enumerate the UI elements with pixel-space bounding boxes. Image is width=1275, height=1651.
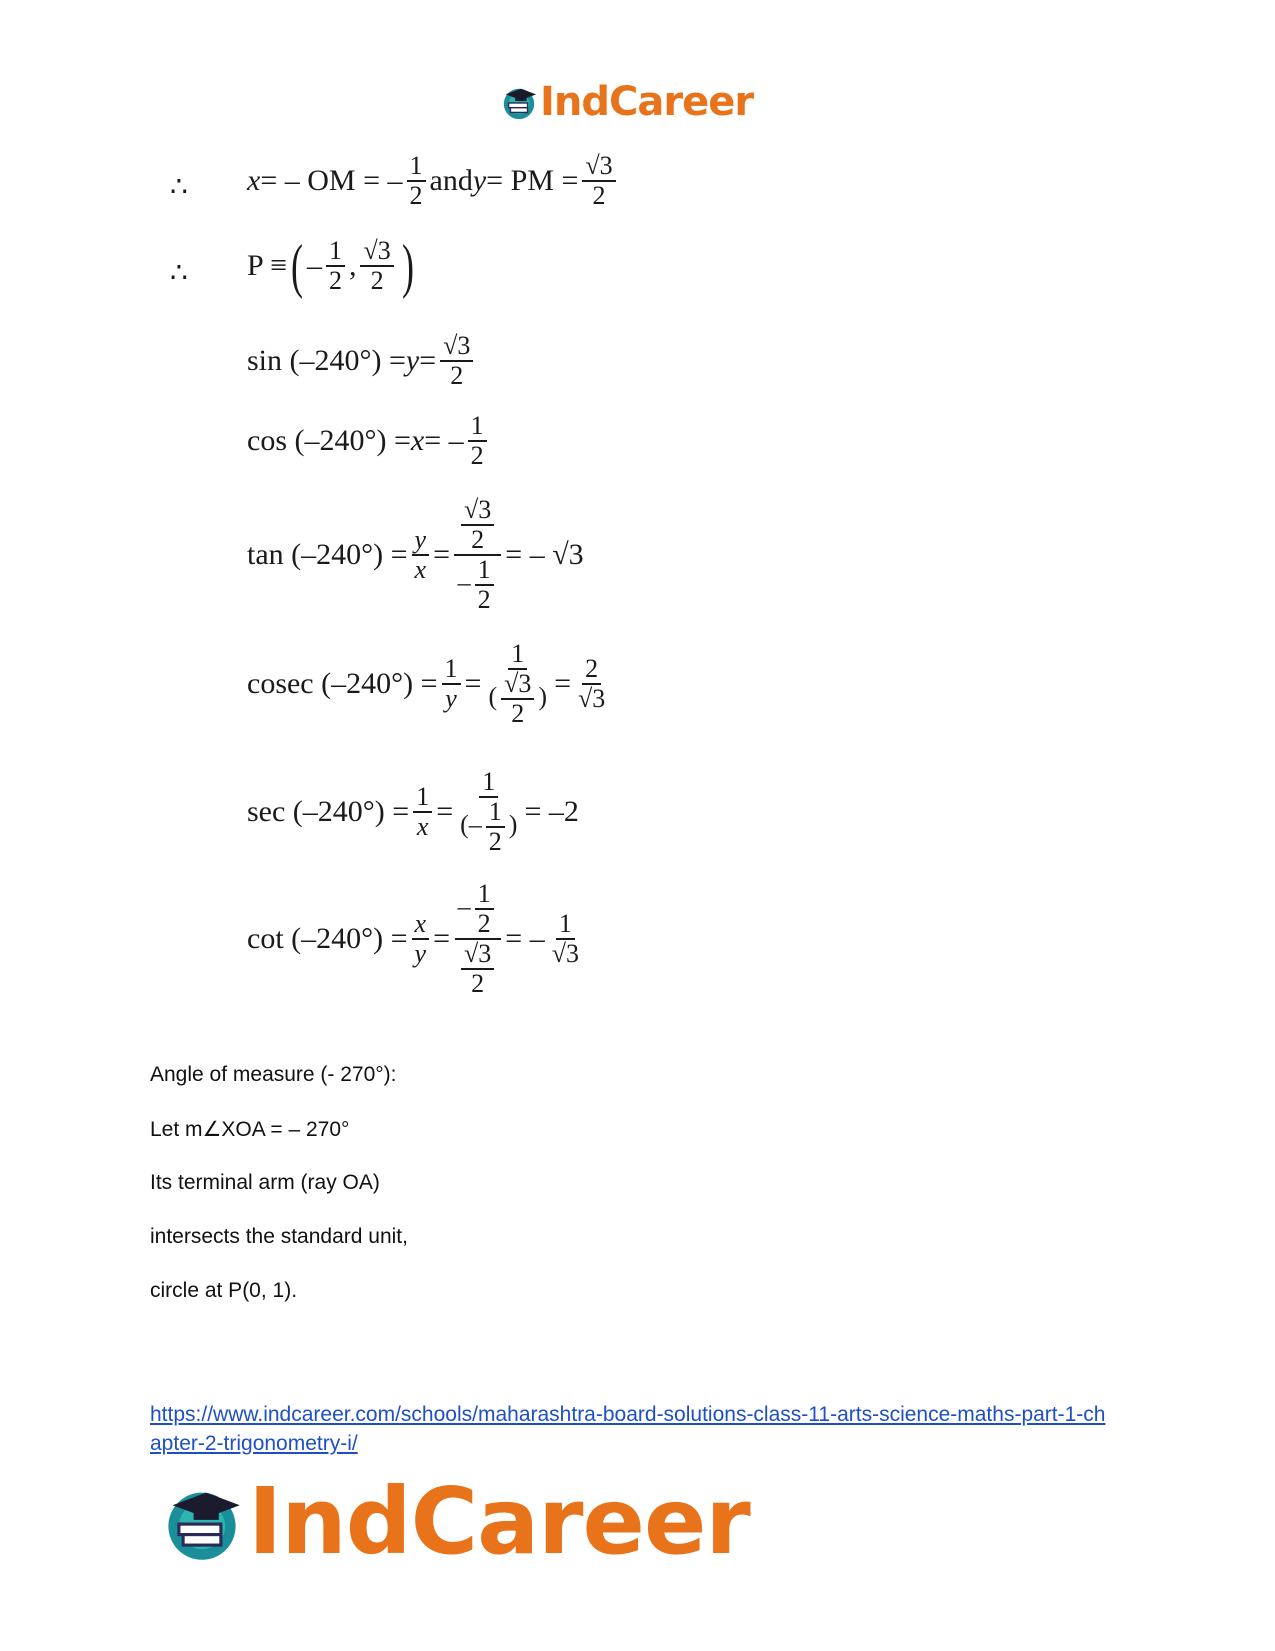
equation-x-y: x = – OM = – $\frac{1}{2}$ and y = PM = $\frac{√3}{2}$	[247, 152, 620, 210]
equation-sec: sec (–240°) = $\frac{1}{x}$ = 1 (– $\frac{1}{2}$ ) = –2	[247, 767, 579, 856]
equation-tan: tan (–240°) = $\frac{y}{x}$ = $\frac{√3}{2}$ – $\frac{1}{2}$ = – √3	[247, 495, 584, 614]
fraction: $\frac{y}{x}$	[412, 526, 430, 584]
header-logo	[500, 78, 753, 126]
source-link[interactable]: https://www.indcareer.com/schools/maharashtra-board-solutions-class-11-arts-science-maths-part-1-chapter-2-trigonometry-i/	[150, 1403, 1106, 1455]
fraction: $\frac{2}{√3}$	[578, 654, 606, 713]
therefore-symbol: ∴	[170, 258, 188, 289]
equation-cos: cos (–240°) = x = – $\frac{1}{2}$	[247, 412, 491, 470]
fraction: $\frac{1}{2}$	[326, 237, 345, 295]
footer-logo-text: IndCareer	[248, 1468, 750, 1575]
fraction: $\frac{1}{√3}$	[551, 909, 579, 968]
equation-cosec: cosec (–240°) = $\frac{1}{y}$ = 1 ( $\frac{√3}{2}$ ) = $\frac{2}{√3}$	[247, 640, 612, 728]
fraction: $\frac{1}{x}$	[413, 783, 432, 841]
complex-fraction: – $\frac{1}{2}$ $\frac{√3}{2}$	[454, 880, 501, 998]
paragraph: Its terminal arm (ray OA)	[150, 1171, 380, 1194]
fraction: $\frac{√3}{2}$	[360, 237, 393, 295]
fraction: $\frac{1}{2}$	[468, 412, 487, 470]
fraction: $\frac{1}{y}$	[442, 655, 461, 713]
therefore-symbol: ∴	[170, 172, 188, 203]
paragraph: Angle of measure (- 270°):	[150, 1063, 397, 1086]
equation-point-p: P ≡ ( – $\frac{1}{2}$ , $\frac{√3}{2}$ )	[247, 233, 414, 299]
fraction: $\frac{x}{y}$	[412, 910, 430, 968]
header-logo-text: IndCareer	[540, 79, 754, 125]
complex-fraction: 1 ( $\frac{√3}{2}$ )	[488, 639, 548, 728]
complex-fraction: $\frac{√3}{2}$ – $\frac{1}{2}$	[454, 496, 501, 614]
fraction: $\frac{√3}{2}$	[582, 152, 615, 210]
paragraph: Let m∠XOA = – 270°	[150, 1118, 350, 1141]
paragraph: circle at P(0, 1).	[150, 1279, 298, 1302]
complex-fraction: 1 (– $\frac{1}{2}$ )	[460, 767, 518, 856]
fraction: $\frac{1}{2}$	[407, 152, 426, 210]
graduation-globe-icon	[500, 83, 538, 121]
graduation-globe-icon	[160, 1480, 244, 1564]
equation-sin: sin (–240°) = y = $\frac{√3}{2}$	[247, 332, 477, 390]
fraction: $\frac{√3}{2}$	[440, 332, 473, 390]
equation-cot: cot (–240°) = $\frac{x}{y}$ = – $\frac{1}{2}$ $\frac{√3}{2}$ = – $\frac{1}{√3}$	[247, 880, 586, 998]
footer-logo	[160, 1468, 750, 1575]
paragraph: intersects the standard unit,	[150, 1225, 408, 1248]
